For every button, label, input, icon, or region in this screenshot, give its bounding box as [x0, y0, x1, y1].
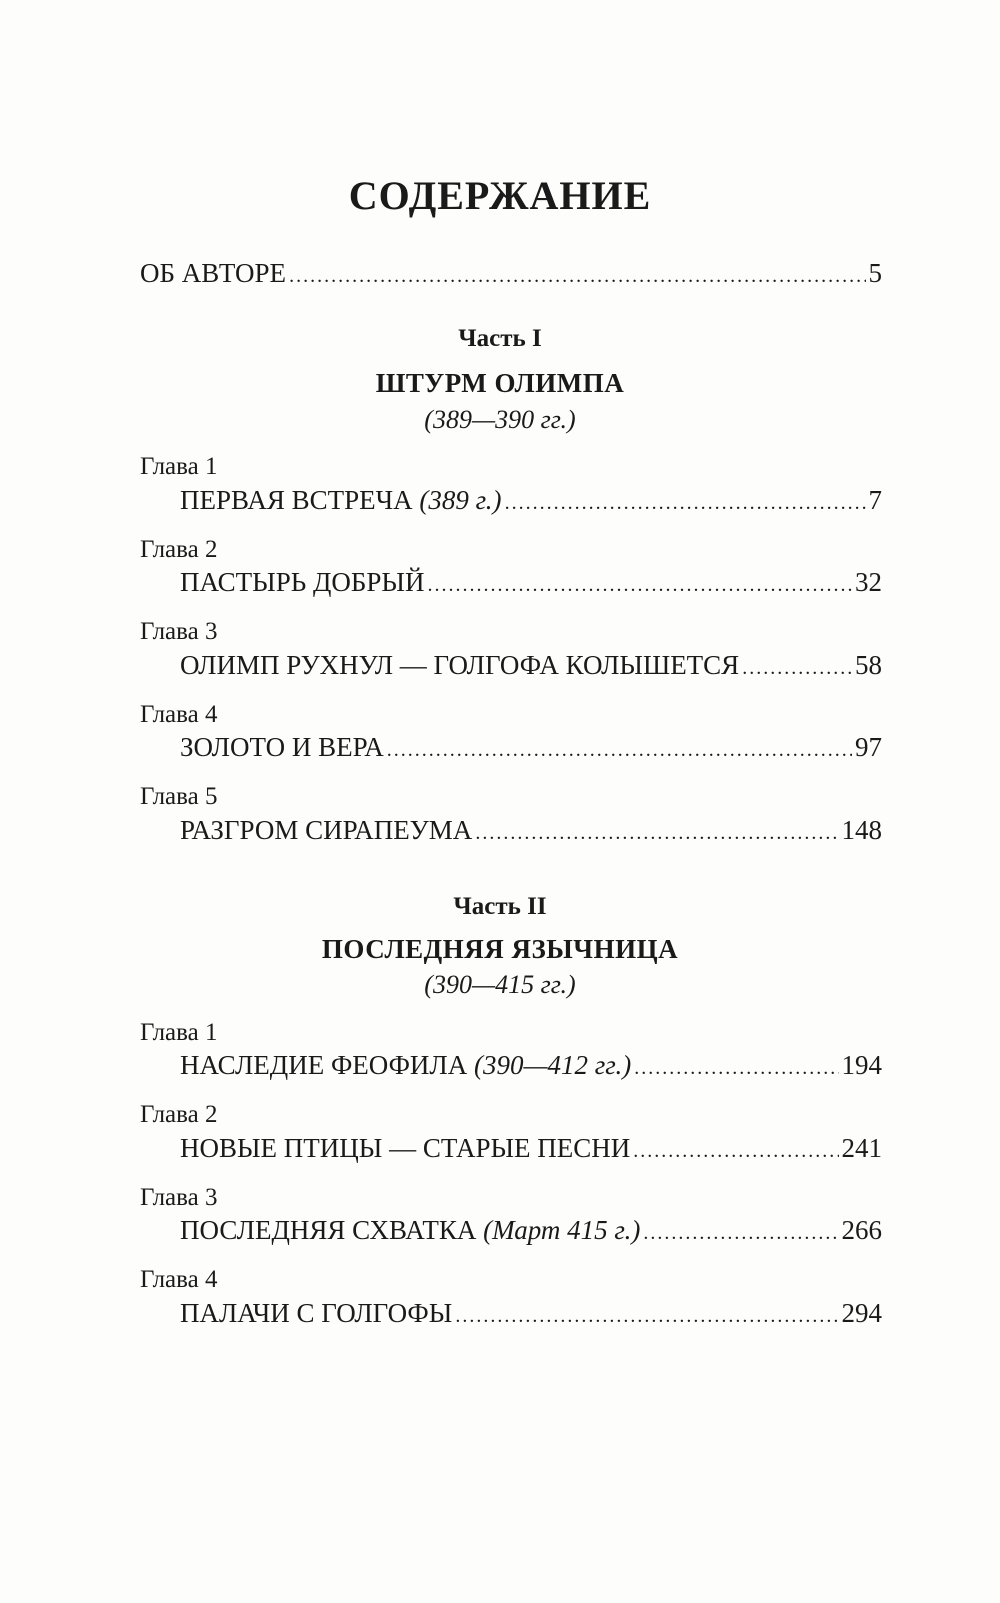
- entry-title: ОБ АВТОРЕ: [140, 258, 287, 288]
- dot-leader: [289, 259, 865, 293]
- page-title: СОДЕРЖАНИЕ: [348, 173, 652, 218]
- toc-entry[interactable]: [180, 813, 882, 850]
- dot-leader: [475, 816, 838, 850]
- page-number: 97: [855, 732, 882, 762]
- page-number: 148: [841, 815, 882, 845]
- part-title: ШТУРМ ОЛИМПА: [375, 368, 625, 398]
- dot-leader: [505, 486, 866, 520]
- entry-title: ПОСЛЕДНЯЯ СХВАТКА (Март 415 г.): [180, 1215, 641, 1245]
- page-number: 266: [841, 1215, 882, 1245]
- page-number: 5: [868, 258, 882, 288]
- entry-title: ПАЛАЧИ С ГОЛГОФЫ: [180, 1298, 453, 1328]
- dot-leader: [643, 1216, 838, 1250]
- page-number: 32: [855, 567, 882, 597]
- toc-entry[interactable]: [180, 1213, 882, 1250]
- page-number: 7: [868, 485, 882, 515]
- part-dates: (389—390 гг.): [424, 405, 576, 434]
- entry-note: (389 г.): [419, 485, 502, 515]
- toc-entry[interactable]: [180, 1296, 882, 1333]
- chapter-label: Глава 4: [140, 1266, 218, 1293]
- entry-title: ПЕРВАЯ ВСТРЕЧА (389 г.): [180, 485, 502, 515]
- toc-entry[interactable]: [180, 565, 882, 602]
- entry-title: ОЛИМП РУХНУЛ — ГОЛГОФА КОЛЫШЕТСЯ: [180, 650, 740, 680]
- chapter-label: Глава 4: [140, 701, 218, 728]
- dot-leader: [634, 1051, 838, 1085]
- dot-leader: [427, 568, 852, 602]
- dot-leader: [633, 1134, 838, 1168]
- entry-note: (Март 415 г.): [483, 1215, 641, 1245]
- toc-entry[interactable]: [180, 648, 882, 685]
- entry-title: ПАСТЫРЬ ДОБРЫЙ: [180, 567, 425, 597]
- dot-leader: [742, 651, 852, 685]
- chapter-label: Глава 3: [140, 618, 218, 645]
- entry-title: НАСЛЕДИЕ ФЕОФИЛА (390—412 гг.): [180, 1050, 632, 1080]
- chapter-label: Глава 1: [140, 453, 218, 480]
- part-title: ПОСЛЕДНЯЯ ЯЗЫЧНИЦА: [321, 934, 679, 964]
- entry-title: ЗОЛОТО И ВЕРА: [180, 732, 384, 762]
- page-number: 294: [841, 1298, 882, 1328]
- toc-entry[interactable]: [180, 1048, 882, 1085]
- entry-note: (390—412 гг.): [474, 1050, 632, 1080]
- toc-entry-about: [140, 256, 882, 293]
- chapter-label: Глава 1: [140, 1019, 218, 1046]
- chapter-label: Глава 2: [140, 1101, 218, 1128]
- part-label: Часть II: [453, 893, 547, 920]
- part-dates: (390—415 гг.): [424, 970, 576, 999]
- entry-title: НОВЫЕ ПТИЦЫ — СТАРЫЕ ПЕСНИ: [180, 1133, 631, 1163]
- chapter-label: Глава 3: [140, 1184, 218, 1211]
- dot-leader: [455, 1299, 838, 1333]
- chapter-label: Глава 5: [140, 783, 218, 810]
- page-number: 241: [841, 1133, 882, 1163]
- dot-leader: [387, 733, 852, 767]
- page-number: 58: [855, 650, 882, 680]
- entry-title: РАЗГРОМ СИРАПЕУМА: [180, 815, 473, 845]
- part-label: Часть I: [458, 325, 542, 352]
- toc-entry[interactable]: [180, 1131, 882, 1168]
- toc-entry[interactable]: [180, 730, 882, 767]
- page-number: 194: [841, 1050, 882, 1080]
- chapter-label: Глава 2: [140, 536, 218, 563]
- toc-entry[interactable]: [180, 483, 882, 520]
